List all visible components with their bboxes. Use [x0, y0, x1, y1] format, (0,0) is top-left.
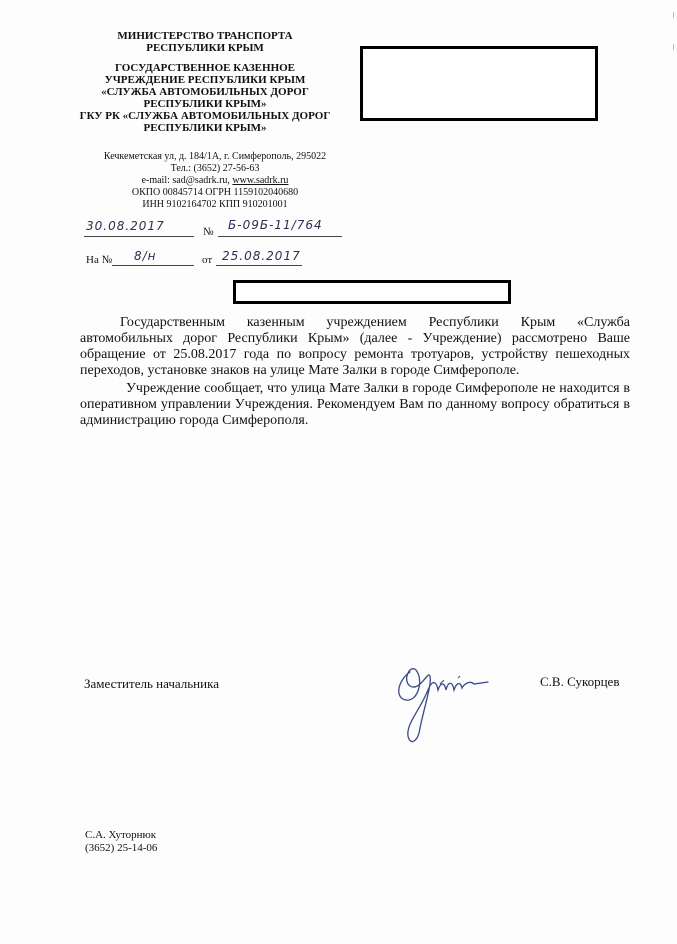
institution-line: ГКУ РК «СЛУЖБА АВТОМОБИЛЬНЫХ ДОРОГ — [79, 110, 331, 122]
reply-number-underline — [112, 265, 194, 266]
institution-line: «СЛУЖБА АВТОМОБИЛЬНЫХ ДОРОГ — [101, 86, 309, 98]
address: Кечкеметская ул, д. 184/1А, г. Симферополь, 295022 — [103, 151, 327, 162]
executor-phone: (3652) 25-14-06 — [85, 842, 158, 854]
okpo-ogrn: ОКПО 00845714 ОГРН 1159102040680 — [131, 187, 299, 198]
letter-body — [80, 315, 630, 429]
ministry-line: МИНИСТЕРСТВО ТРАНСПОРТА — [117, 30, 293, 42]
letterhead-contacts — [60, 151, 370, 211]
signature-stroke — [399, 669, 488, 742]
body-paragraph: Государственным казенным учреждением Республики Крым «Служба автомобильных дорог Республики Крым» (далее - Учреждение) рассмотрено Ваше обращение от 25.08.2017 года по вопросу ремонта тротуаров, устройству пешеходных переходов, установке знаков на улице Мате Залки в городе Симферополе. — [80, 315, 630, 378]
executor-info — [85, 829, 157, 855]
letterhead — [60, 30, 350, 134]
email: e-mail: sad@sadrk.ru, — [141, 175, 233, 186]
signatory-name: С.В. Сукорцев — [540, 674, 620, 689]
number-underline — [218, 236, 342, 237]
number-label: № — [203, 226, 214, 238]
inn-kpp: ИНН 9102164702 КПП 910201001 — [142, 199, 288, 210]
handwritten-signature — [380, 650, 500, 750]
reply-to-date: 25.08.2017 — [222, 249, 301, 263]
scan-edge-mark — [673, 12, 674, 18]
email-line — [60, 175, 370, 187]
institution-line: УЧРЕЖДЕНИЕ РЕСПУБЛИКИ КРЫМ — [104, 74, 306, 86]
executor-name: С.А. Хуторнюк — [85, 829, 157, 841]
date-underline — [84, 236, 194, 237]
redacted-recipient-block — [360, 46, 598, 121]
outgoing-number: Б-09Б-11/764 — [228, 218, 323, 232]
from-label: от — [202, 254, 213, 266]
website-link[interactable]: www.sadrk.ru — [232, 175, 289, 186]
reply-to-label: На № — [86, 254, 113, 266]
ministry-line: РЕСПУБЛИКИ КРЫМ — [146, 42, 264, 54]
phone: Тел.: (3652) 27-56-63 — [170, 163, 260, 174]
outgoing-date: 30.08.2017 — [86, 219, 165, 233]
institution-line: РЕСПУБЛИКИ КРЫМ» — [143, 98, 267, 110]
scan-edge-mark — [673, 44, 674, 50]
institution-line: РЕСПУБЛИКИ КРЫМ» — [143, 122, 267, 134]
body-paragraph: Учреждение сообщает, что улица Мате Залки в городе Симферополе не находится в оперативном управлении Учреждения. Рекомендуем Вам по данному вопросу обратиться в администрацию города Симферополя. — [80, 381, 630, 428]
signatory-title: Заместитель начальника — [84, 676, 219, 691]
institution-line: ГОСУДАРСТВЕННОЕ КАЗЕННОЕ — [114, 62, 296, 74]
redacted-reference-block — [233, 280, 511, 304]
reply-date-underline — [216, 265, 302, 266]
reply-to-number: 8/н — [134, 249, 157, 263]
